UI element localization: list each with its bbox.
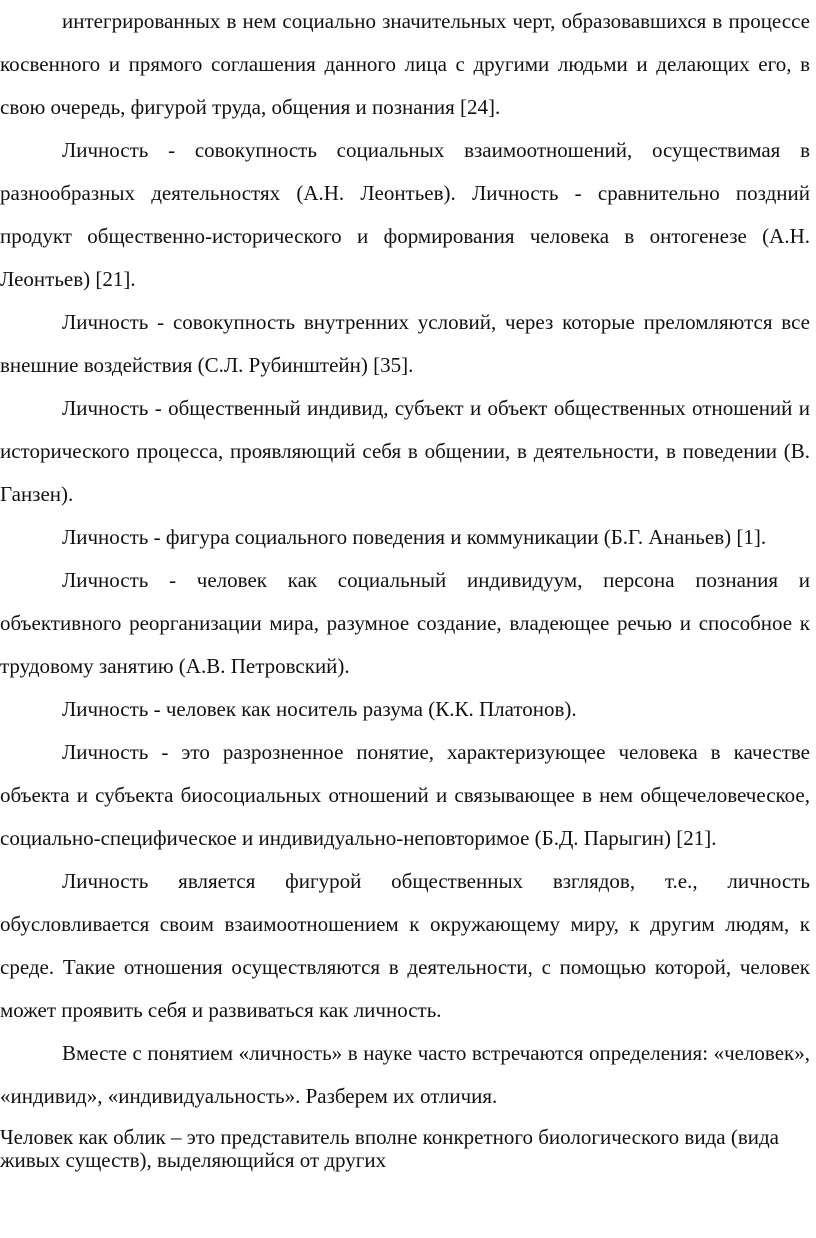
paragraph-parygin: Личность - это разрозненное понятие, характеризующее человека в качестве объекта и субъекта биосоциальных отношений и связывающее в нем общечеловеческое, социально-специфическое и индивидуально-неповторимое (Б.Д. Парыгин) [21]. [0, 740, 810, 850]
paragraph-petrovsky: Личность - человек как социальный индивидуум, персона познания и объективного реорганизации мира, разумное создание, владеющее речью и способное к трудовому занятию (А.В. Петровский). [0, 568, 810, 678]
paragraph-platonov: Личность - человек как носитель разума (К.К. Платонов). [62, 697, 577, 721]
paragraph-social-views: Личность является фигурой общественных взглядов, т.е., личность обусловливается своим взаимоотношением к окружающему миру, к другим людям, к среде. Такие отношения осуществляются в деятельности, с помощью которой, человек может проявить себя и развиваться как личность. [0, 869, 810, 1022]
paragraph-continuation: интегрированных в нем социально значительных черт, образовавшихся в процессе косвенного и прямого соглашения данного лица с другими людьми и делающих его, в свою очередь, фигурой труда, общения и познания [24]. [0, 9, 810, 119]
paragraph-ananiev: Личность - фигура социального поведения и коммуникации (Б.Г. Ананьев) [1]. [62, 525, 767, 549]
paragraph-ganzen: Личность - общественный индивид, субъект и объект общественных отношений и исторического процесса, проявляющий себя в общении, в деятельности, в поведении (В. Ганзен). [0, 396, 810, 506]
paragraph-rubinstein: Личность - совокупность внутренних условий, через которые преломляются все внешние воздействия (С.Л. Рубинштейн) [35]. [0, 310, 810, 377]
paragraph-definitions: Вместе с понятием «личность» в науке часто встречаются определения: «человек», «индивид», «индивидуальность». Разберем их отличия. [0, 1041, 810, 1108]
paragraph-tail: Человек как облик – это представитель вполне конкретного биологического вида (вида живых существ), выделяющийся от других [0, 1125, 779, 1172]
paragraph-leontiev: Личность - совокупность социальных взаимоотношений, осуществимая в разнообразных деятельностях (А.Н. Леонтьев). Личность - сравнительно поздний продукт общественно-исторического и формирования человека в онтогенезе (А.Н. Леонтьев) [21]. [0, 138, 810, 291]
